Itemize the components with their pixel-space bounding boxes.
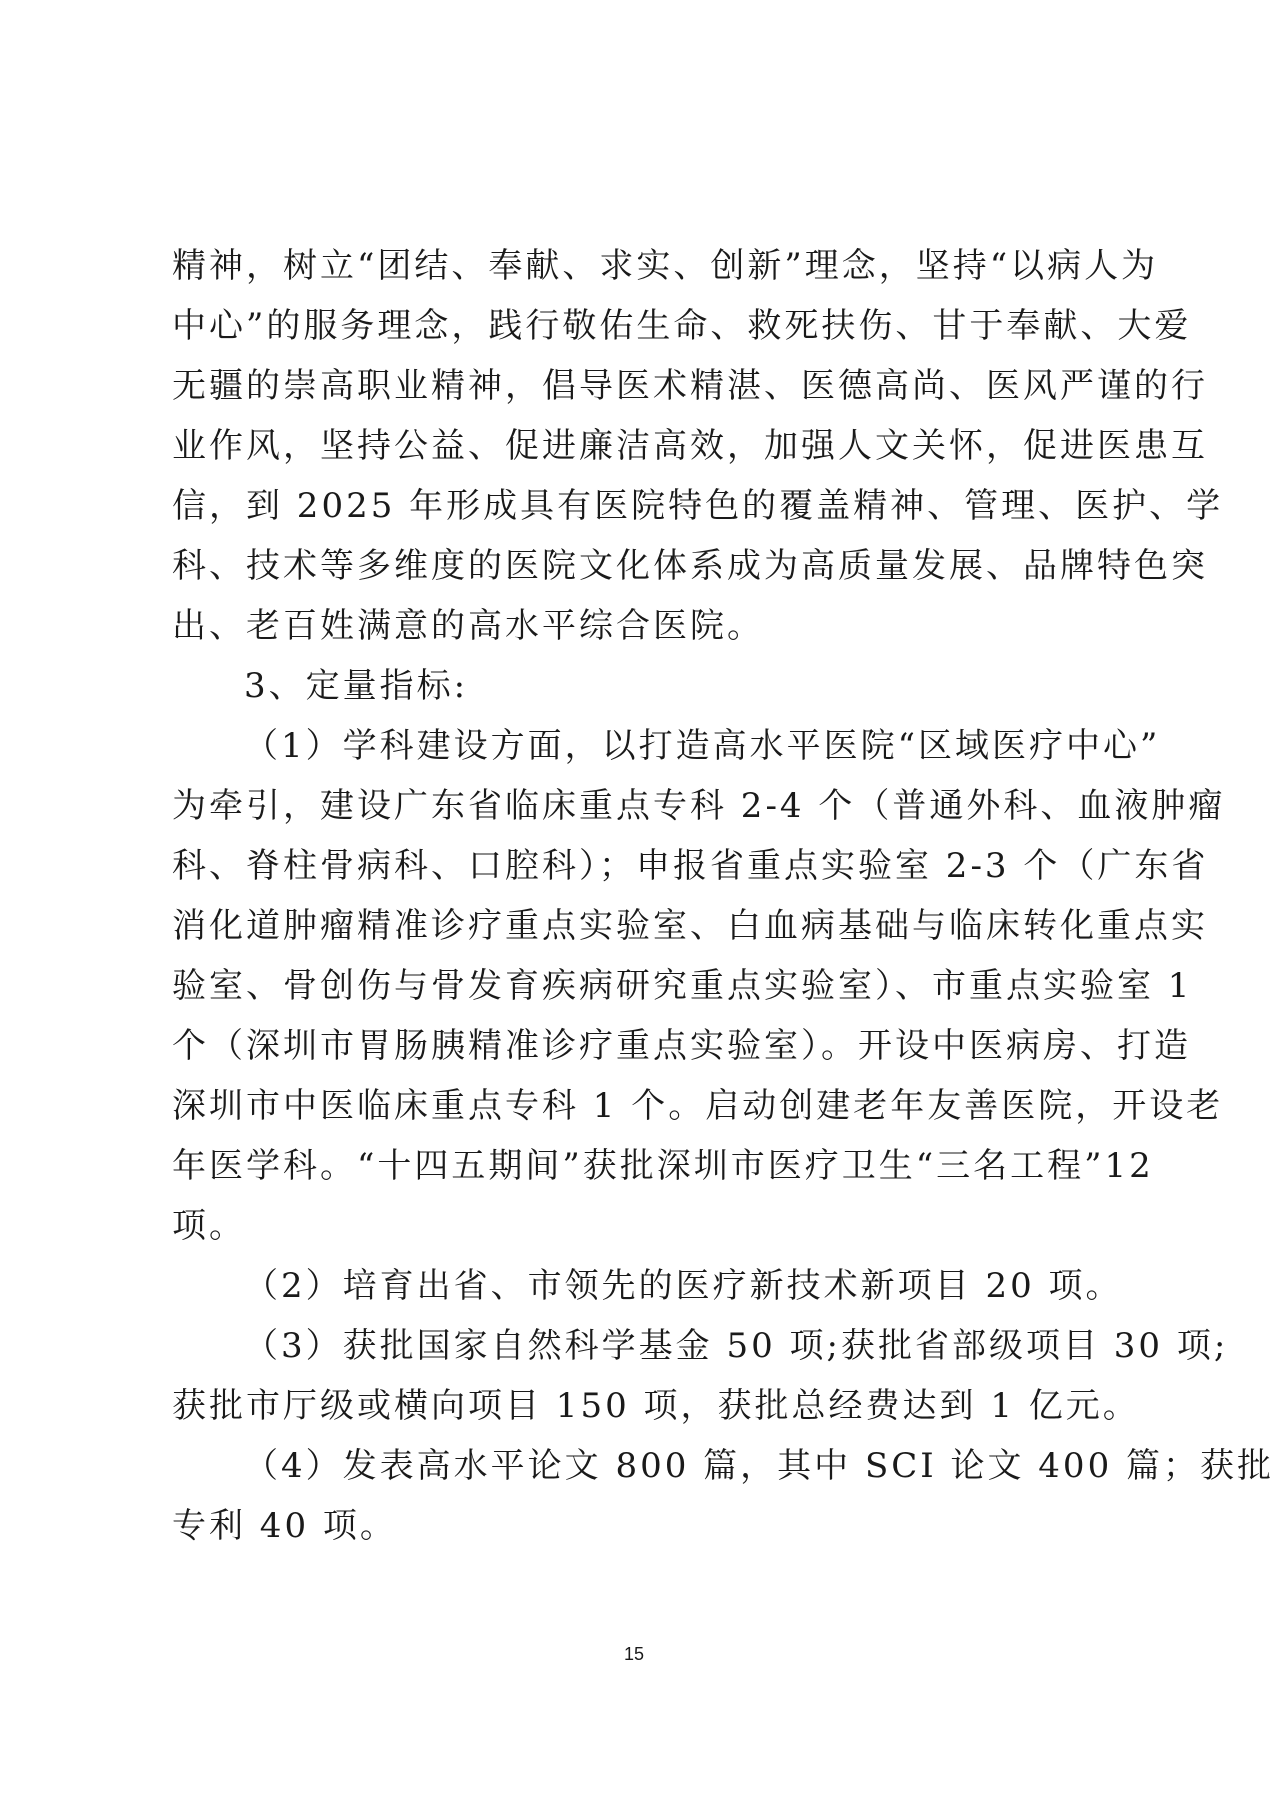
text-line: 获批市厅级或横向项目 150 项，获批总经费达到 1 亿元。 xyxy=(172,1386,1140,1426)
text-line: 项。 xyxy=(172,1206,246,1246)
text-line: 精神，树立“团结、奉献、求实、创新”理念，坚持“以病人为 xyxy=(172,246,1159,286)
text-line: 科、技术等多维度的医院文化体系成为高质量发展、品牌特色突 xyxy=(172,546,1208,586)
text-line: 为牵引，建设广东省临床重点专科 2-4 个（普通外科、血液肿瘤 xyxy=(172,786,1226,826)
page-number: 15 xyxy=(623,1644,645,1664)
text-line: 年医学科。“十四五期间”获批深圳市医疗卫生“三名工程”12 xyxy=(172,1146,1154,1186)
section-heading: 3、定量指标: xyxy=(244,666,469,706)
text-line: 信，到 2025 年形成具有医院特色的覆盖精神、管理、医护、学 xyxy=(172,486,1224,526)
body-text xyxy=(172,236,1274,1556)
text-line: 中心”的服务理念，践行敬佑生命、救死扶伤、甘于奉献、大爱 xyxy=(172,306,1192,346)
text-line: 无疆的崇高职业精神，倡导医术精湛、医德高尚、医风严谨的行 xyxy=(172,366,1208,406)
text-line: 个（深圳市胃肠胰精准诊疗重点实验室）。开设中医病房、打造 xyxy=(172,1026,1191,1066)
text-line: （1）学科建设方面，以打造高水平医院“区域医疗中心” xyxy=(244,726,1161,766)
text-line: 业作风，坚持公益、促进廉洁高效，加强人文关怀，促进医患互 xyxy=(172,426,1208,466)
text-line: （4）发表高水平论文 800 篇，其中 SCI 论文 400 篇；获批 xyxy=(244,1446,1274,1486)
text-line: 深圳市中医临床重点专科 1 个。启动创建老年友善医院，开设老 xyxy=(172,1086,1224,1126)
text-line: 科、脊柱骨病科、口腔科）；申报省重点实验室 2-3 个（广东省 xyxy=(172,846,1209,886)
text-line: （3）获批国家自然科学基金 50 项;获批省部级项目 30 项; xyxy=(244,1326,1229,1366)
text-line: （2）培育出省、市领先的医疗新技术新项目 20 项。 xyxy=(244,1266,1123,1306)
text-line: 出、老百姓满意的高水平综合医院。 xyxy=(172,606,764,646)
text-line: 专利 40 项。 xyxy=(172,1506,397,1546)
text-line: 消化道肿瘤精准诊疗重点实验室、白血病基础与临床转化重点实 xyxy=(172,906,1208,946)
text-line: 验室、骨创伤与骨发育疾病研究重点实验室）、市重点实验室 1 xyxy=(172,966,1193,1006)
